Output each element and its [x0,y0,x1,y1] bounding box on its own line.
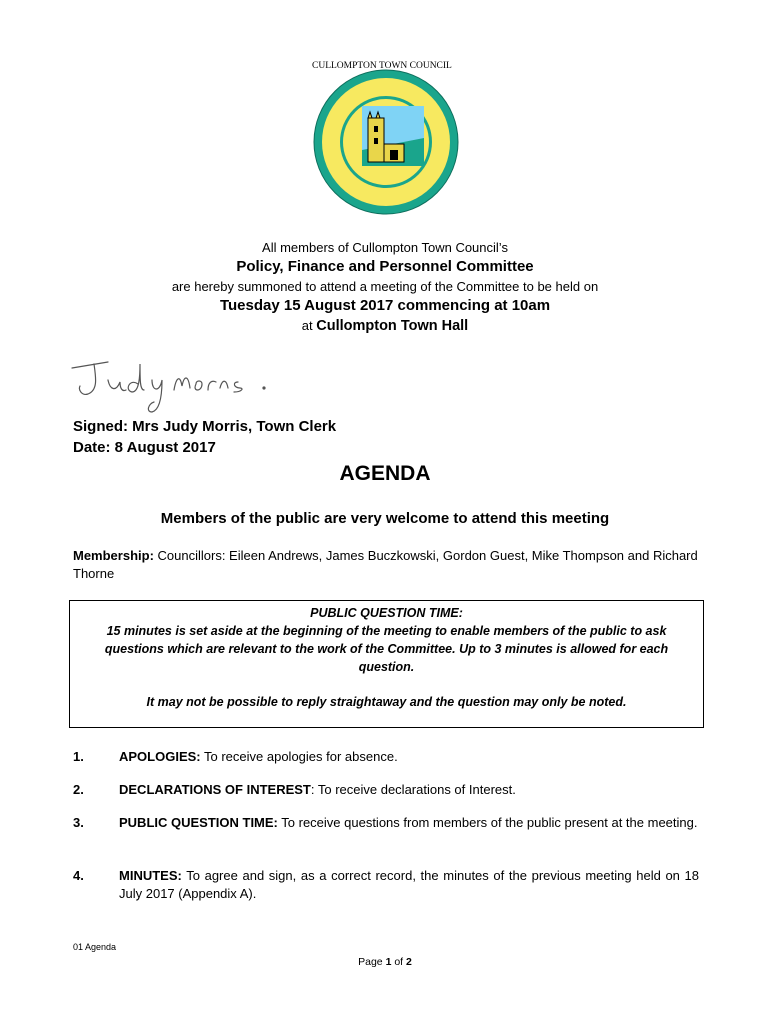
public-question-body-3: question. [358,660,415,674]
membership [73,547,713,583]
page-number [0,956,770,968]
agenda-item-label: MINUTES: [119,868,182,883]
public-question-box [69,600,704,728]
meeting-date: Tuesday 15 August 2017 commencing at 10am [219,297,551,314]
agenda-item-desc: To receive questions from members of the public present at the meeting. [277,815,698,830]
invite-line: All members of Cullompton Town Council’s [262,240,508,255]
public-question-note: It may not be possible to reply straightaway and the question may only be noted. [146,695,627,709]
public-question-body-2: questions which are relevant to the work of the Committee. Up to 3 minutes is allowed for each [104,642,669,656]
agenda-item-number: 2. [73,782,84,797]
public-question-title: PUBLIC QUESTION TIME: [310,606,463,620]
agenda-item-text [119,867,699,903]
agenda-item-text [119,781,699,799]
agenda-item-label: PUBLIC QUESTION TIME: [119,815,278,830]
committee-name: Policy, Finance and Personnel Committee [236,258,534,275]
membership-label: Membership: [73,548,154,563]
venue-at: at [301,318,313,333]
signed-date: Date: 8 August 2017 [73,439,216,456]
handwritten-signature [68,350,288,420]
page-of: of [394,956,404,968]
agenda-item-text [119,748,699,766]
page-current: 1 [385,956,392,968]
agenda-item-number: 4. [73,868,84,883]
footer-label: 01 Agenda [73,942,117,952]
agenda-item-desc: : To receive declarations of Interest. [310,782,516,797]
agenda-item-desc: To agree and sign, as a correct record, the minutes of the previous meeting held on 18 July 2017 (Appendix A). [119,868,699,901]
summon-line: are hereby summoned to attend a meeting of the Committee to be held on [171,279,599,294]
agenda-item-label: APOLOGIES: [119,749,201,764]
signed-by: Signed: Mrs Judy Morris, Town Clerk [73,418,337,435]
agenda-item-text [119,814,699,832]
membership-list: Councillors: Eileen Andrews, James Buczkowski, Gordon Guest, Mike Thompson and Richard Thorne [73,548,698,581]
logo-ring-text: CULLOMPTON TOWN COUNCIL [312,61,452,71]
public-welcome: Members of the public are very welcome to attend this meeting [160,510,610,527]
venue-line [0,318,770,334]
council-logo [312,61,460,216]
agenda-item-number: 3. [73,815,84,830]
page-word: Page [358,956,383,968]
page-total: 2 [406,956,412,968]
agenda-item-number: 1. [73,749,84,764]
agenda-title: AGENDA [339,462,431,485]
venue-name: Cullompton Town Hall [316,318,469,334]
agenda-item-desc: To receive apologies for absence. [200,749,398,764]
agenda-item-label: DECLARATIONS OF INTEREST [119,782,311,797]
public-question-body-1: 15 minutes is set aside at the beginning of the meeting to enable members of the public to ask [106,624,667,638]
